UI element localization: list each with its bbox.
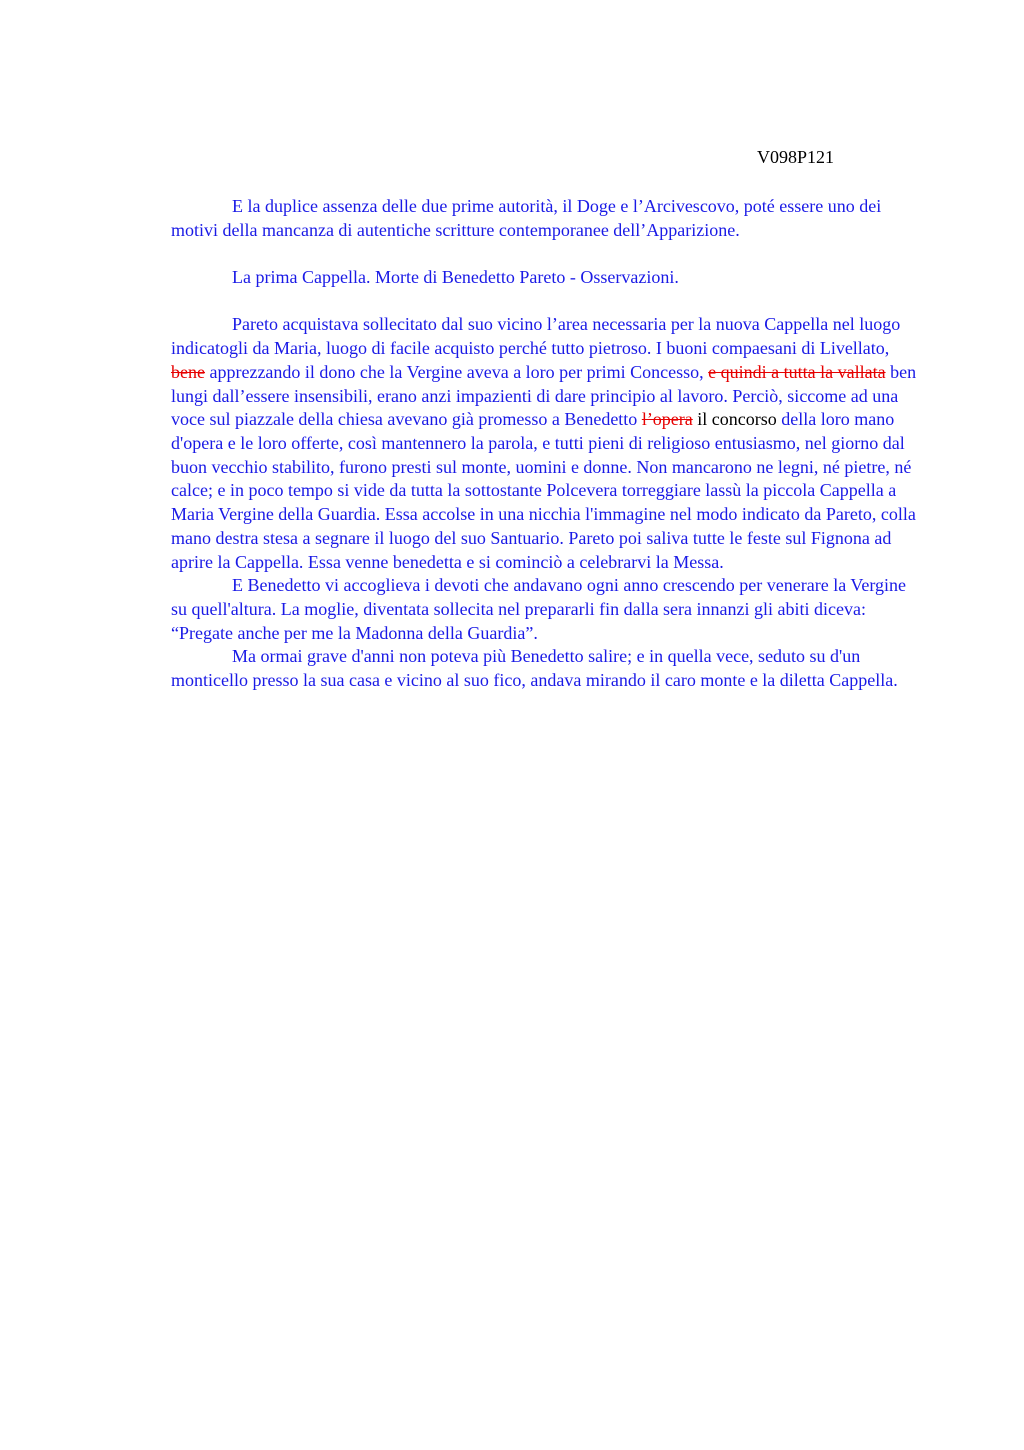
- text-run: Pareto acquistava sollecitato dal suo vicino l’area necessaria per la nuova Cappella nel luogo indicatogli da Maria, luogo di facile acquisto perché tutto pietroso. I buoni compaesani di Livellato,: [171, 314, 901, 359]
- paragraph-chapel: [171, 313, 923, 574]
- text-run: apprezzando il dono che la Vergine aveva a loro per primi Concesso,: [204, 361, 709, 382]
- paragraph-gap: [171, 290, 923, 314]
- deleted-text: e quindi a tutta la vallata: [708, 361, 886, 382]
- inserted-text: il concorso: [692, 409, 777, 430]
- paragraph-devotees: E Benedetto vi accoglieva i devoti che andavano ogni anno crescendo per venerare la Vergine su quell'altura. La moglie, diventata sollecita nel prepararli fin dalla sera innanzi gli abiti diceva: “Pregate anche per me la Madonna della Guardia”.: [171, 575, 907, 643]
- paragraph-intro: E la duplice assenza delle due prime autorità, il Doge e l’Arcivescovo, poté essere uno dei motivi della mancanza di autentiche scritture contemporanee dell’Apparizione.: [171, 196, 882, 240]
- section-heading: La prima Cappella. Morte di Benedetto Pareto - Osservazioni.: [232, 267, 679, 288]
- deleted-text: bene: [171, 361, 205, 382]
- paragraph-old-age: Ma ormai grave d'anni non poteva più Benedetto salire; e in quella vece, seduto su d'un monticello presso la sua casa e vicino al suo fico, andava mirando il caro monte e la diletta Cappella.: [171, 646, 898, 691]
- text-run: ben lungi dall’essere insensibili, erano anzi impazienti di dare principio al lavoro. Perciò, siccome ad una voce sul piazzale della chiesa avevano già promesso a Benedetto: [171, 361, 917, 430]
- text-run: della loro mano d'opera e le loro offerte, così mantennero la parola, e tutti pieni di religioso entusiasmo, nel giorno dal buon vecchio stabilito, furono presti sul monte, uomini e donne. Non mancarono ne legni, né pietre, né calce; e in poco tempo si vide da tutta la sottostante Polcevera torreggiare lassù la piccola Cappella a Maria Vergine della Guardia. Essa accolse in una nicchia l'immagine nel modo indicato da Pareto, colla mano destra stesa a segnare il luogo del suo Santuario. Pareto poi saliva tutte le feste sul Fignona ad aprire la Cappella. Essa venne benedetta e si cominciò a celebrarvi la Messa.: [171, 409, 916, 572]
- deleted-text: l’opera: [641, 409, 693, 430]
- document-body: [171, 195, 923, 693]
- paragraph-gap: [171, 242, 923, 266]
- page-code: V098P121: [757, 147, 835, 167]
